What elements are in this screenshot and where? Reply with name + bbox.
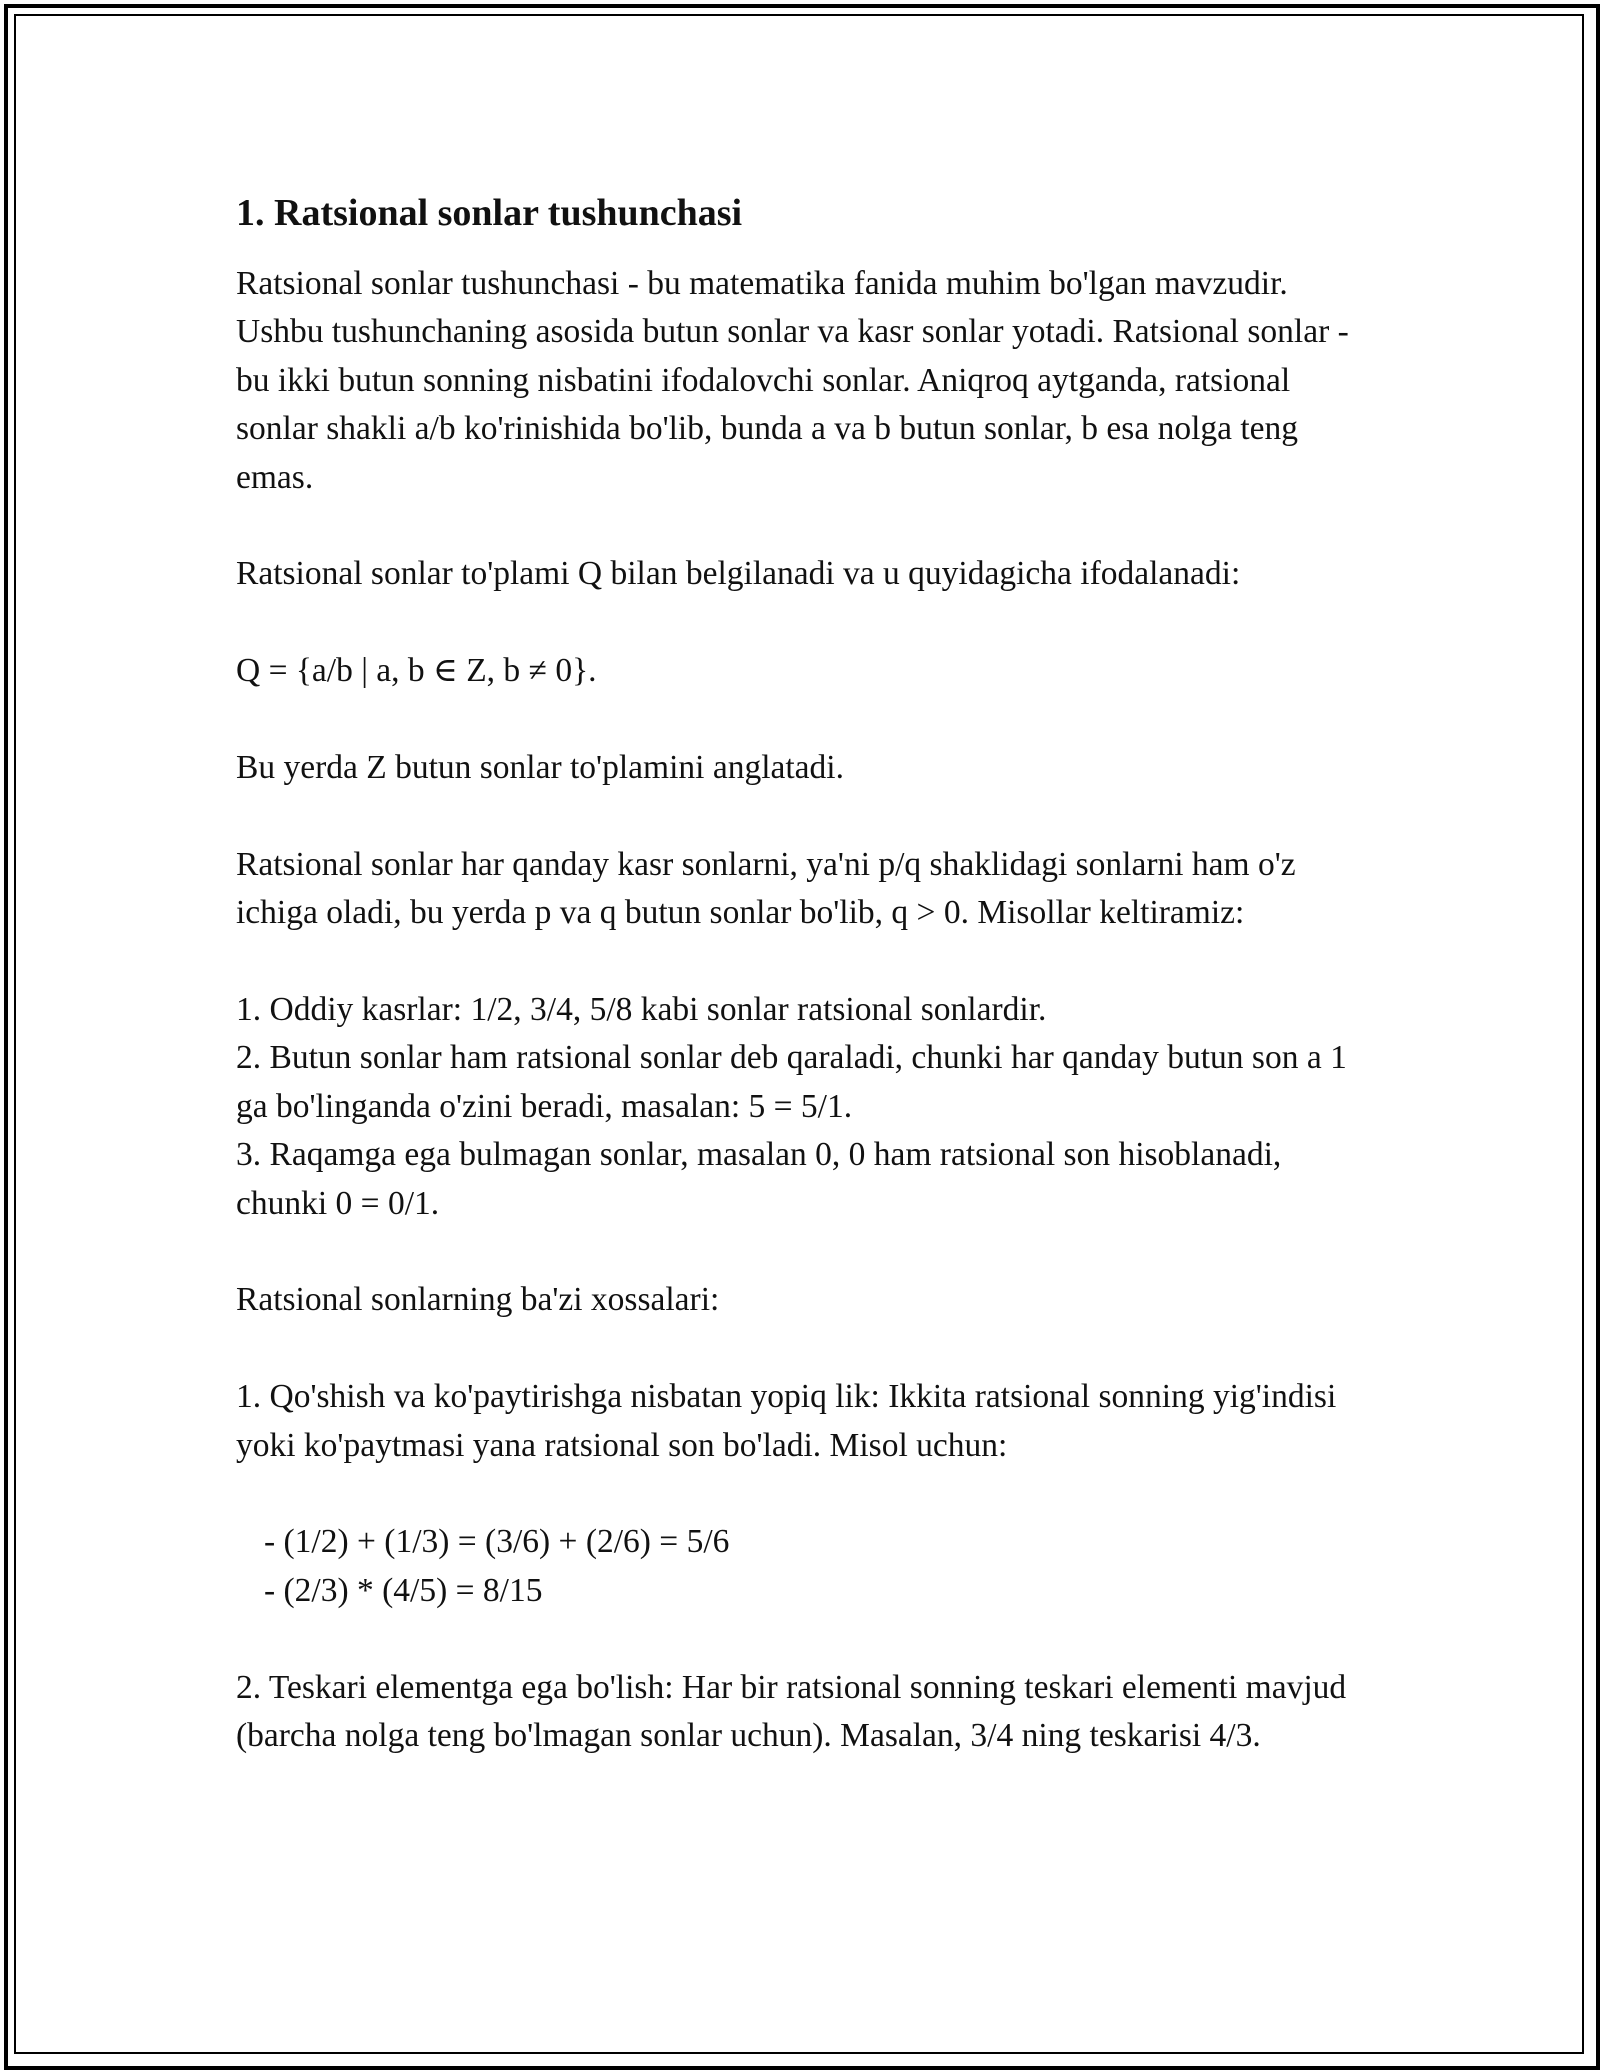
- fractions-intro-paragraph: Ratsional sonlar har qanday kasr sonlarni, ya'ni p/q shaklidagi sonlarni ham o'z ichiga oladi, bu yerda p va q butun sonlar bo'lib, q > 0. Misollar keltiramiz:: [236, 845, 1296, 932]
- property-closure: 1. Qo'shish va ko'paytirishga nisbatan yopiq lik: Ikkita ratsional sonning yig'indisi yoki ko'paytmasi yana ratsional son bo'ladi. Misol uchun:: [236, 1378, 1337, 1464]
- document-body: [236, 186, 1366, 1809]
- set-notation-intro: Ratsional sonlar to'plami Q bilan belgilanadi va u quyidagicha ifodalanadi:: [236, 555, 1241, 593]
- section-heading: 1. Ratsional sonlar tushunchasi: [236, 192, 743, 234]
- properties-intro: Ratsional sonlarning ba'zi xossalari:: [236, 1281, 720, 1319]
- intro-paragraph: Ratsional sonlar tushunchasi - bu matematika fanida muhim bo'lgan mavzudir. Ushbu tushunchaning asosida butun sonlar va kasr sonlar yotadi. Ratsional sonlar - bu ikki butun sonning nisbatini ifodalovchi sonlar. Aniqroq aytganda, ratsional sonlar shakli a/b ko'rinishida bo'lib, bunda a va b butun sonlar, b esa nolga teng emas.: [236, 265, 1349, 496]
- list-item: 2. Butun sonlar ham ratsional sonlar deb qaraladi, chunki har qanday butun son a 1 ga bo'linganda o'zini beradi, masalan: 5 = 5/1.: [236, 1039, 1347, 1125]
- z-meaning-paragraph: Bu yerda Z butun sonlar to'plamini anglatadi.: [236, 749, 844, 787]
- property-inverse: 2. Teskari elementga ega bo'lish: Har bir ratsional sonning teskari elementi mavjud (barcha nolga teng bo'lmagan sonlar uchun). Masalan, 3/4 ning teskarisi 4/3.: [236, 1668, 1347, 1755]
- closure-examples: [236, 1518, 1366, 1615]
- list-item: 3. Raqamga ega bulmagan sonlar, masalan 0, 0 ham ratsional son hisoblanadi, chunki 0 = 0/1.: [236, 1136, 1282, 1222]
- list-item: - (1/2) + (1/3) = (3/6) + (2/6) = 5/6: [264, 1523, 730, 1561]
- examples-list: [236, 986, 1366, 1228]
- list-item: 1. Oddiy kasrlar: 1/2, 3/4, 5/8 kabi sonlar ratsional sonlardir.: [236, 991, 1047, 1029]
- list-item: - (2/3) * (4/5) = 8/15: [264, 1571, 543, 1609]
- set-formula: Q = {a/b | a, b ∈ Z, b ≠ 0}.: [236, 652, 597, 690]
